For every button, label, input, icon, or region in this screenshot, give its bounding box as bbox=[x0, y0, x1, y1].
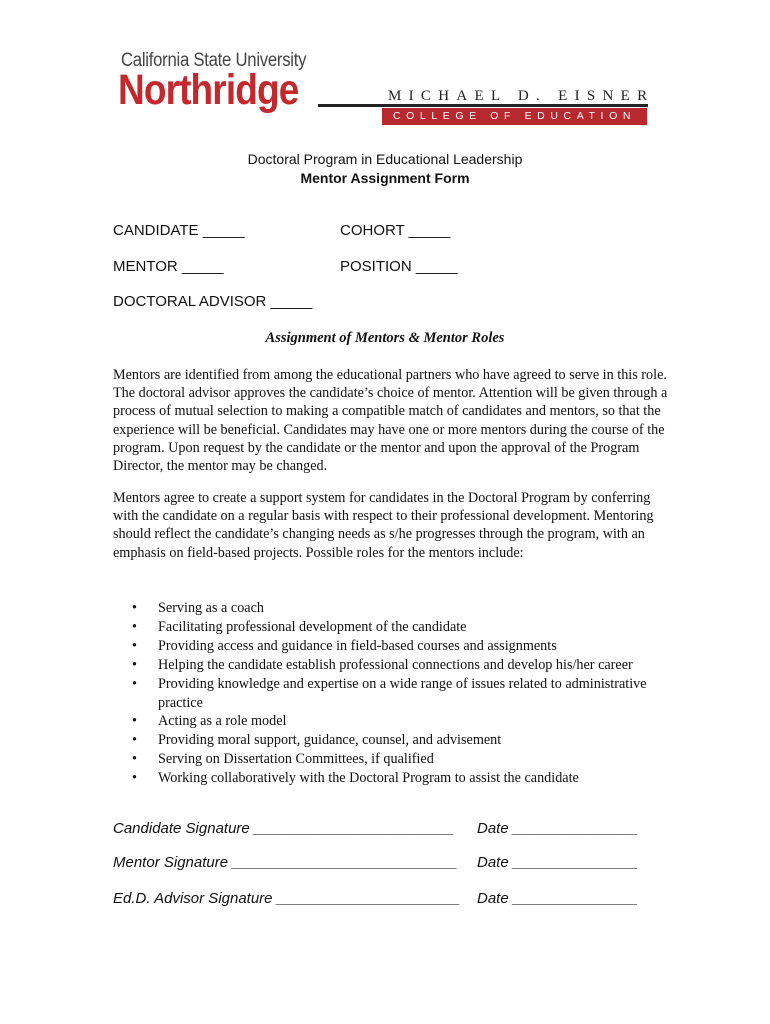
list-item: • Serving as a coach bbox=[132, 600, 264, 616]
list-item: • Serving on Dissertation Committees, if qualified bbox=[132, 751, 434, 768]
bullet-icon: • bbox=[132, 675, 137, 692]
bullet-icon: • bbox=[132, 637, 137, 654]
candidate-field[interactable]: CANDIDATE _____ bbox=[113, 222, 245, 239]
paragraph-mentor-identification: Mentors are identified from among the educational partners who have agreed to serve in this role. The doctoral advisor approves the candidate’s choice of mentor. Attention will be given through a process of mutual selection to making a compatible match of candidates and mentors, so that the experience will be beneficial. Candidates may have one or more mentors during the course of the program. Upon request by the candidate or the mentor and upon the approval of the Program Director, the mentor may be changed. bbox=[113, 367, 668, 475]
section-heading: Assignment of Mentors & Mentor Roles bbox=[265, 330, 505, 346]
bullet-icon: • bbox=[132, 618, 137, 635]
mentor-signature-line[interactable]: Mentor Signature ___________________________ bbox=[113, 854, 458, 871]
form-title: Mentor Assignment Form bbox=[300, 170, 470, 186]
advisor-signature-line[interactable]: Ed.D. Advisor Signature ______________________ bbox=[113, 890, 461, 907]
logo-school-name: MICHAEL D. EISNER bbox=[388, 88, 655, 104]
mentor-date-line[interactable]: Date _______________ bbox=[477, 854, 638, 871]
candidate-date-line[interactable]: Date _______________ bbox=[477, 820, 638, 837]
mentor-roles-list bbox=[132, 599, 688, 788]
advisor-date-line[interactable]: Date _______________ bbox=[477, 890, 638, 907]
bullet-icon: • bbox=[132, 713, 137, 730]
candidate-signature-line[interactable]: Candidate Signature ________________________ bbox=[113, 820, 455, 837]
doctoral-advisor-field[interactable]: DOCTORAL ADVISOR _____ bbox=[113, 293, 313, 310]
bullet-icon: • bbox=[132, 751, 137, 768]
logo-university-text: California State University bbox=[121, 50, 307, 71]
list-item: • Acting as a role model bbox=[132, 713, 287, 730]
cohort-field[interactable]: COHORT _____ bbox=[340, 222, 451, 239]
paragraph-mentor-agreement: Mentors agree to create a support system for candidates in the Doctoral Program by conferring with the candidate on a regular basis with respect to their professional development. Mentoring should reflect the candidate’s changing needs as s/he progresses through the program, with an emphasis on field-based projects. Possible roles for the mentors include: bbox=[113, 490, 654, 561]
program-title: Doctoral Program in Educational Leadership bbox=[247, 151, 523, 167]
list-item: • Working collaboratively with the Doctoral Program to assist the candidate bbox=[132, 770, 579, 787]
list-item: • Providing knowledge and expertise on a wide range of issues related to administrative practice bbox=[132, 675, 647, 711]
position-field[interactable]: POSITION _____ bbox=[340, 258, 458, 275]
list-item: • Providing access and guidance in field-based courses and assignments bbox=[132, 637, 557, 654]
bullet-icon: • bbox=[132, 600, 137, 616]
list-item: • Facilitating professional development of the candidate bbox=[132, 618, 467, 635]
mentor-field[interactable]: MENTOR _____ bbox=[113, 258, 224, 275]
bullet-icon: • bbox=[132, 732, 137, 749]
bullet-icon: • bbox=[132, 770, 137, 787]
logo-college-band: COLLEGE OF EDUCATION bbox=[382, 108, 647, 125]
logo-campus-text: Northridge bbox=[118, 66, 299, 114]
list-item: • Providing moral support, guidance, counsel, and advisement bbox=[132, 732, 502, 749]
list-item: • Helping the candidate establish professional connections and develop his/her career bbox=[132, 656, 633, 673]
bullet-icon: • bbox=[132, 656, 137, 673]
